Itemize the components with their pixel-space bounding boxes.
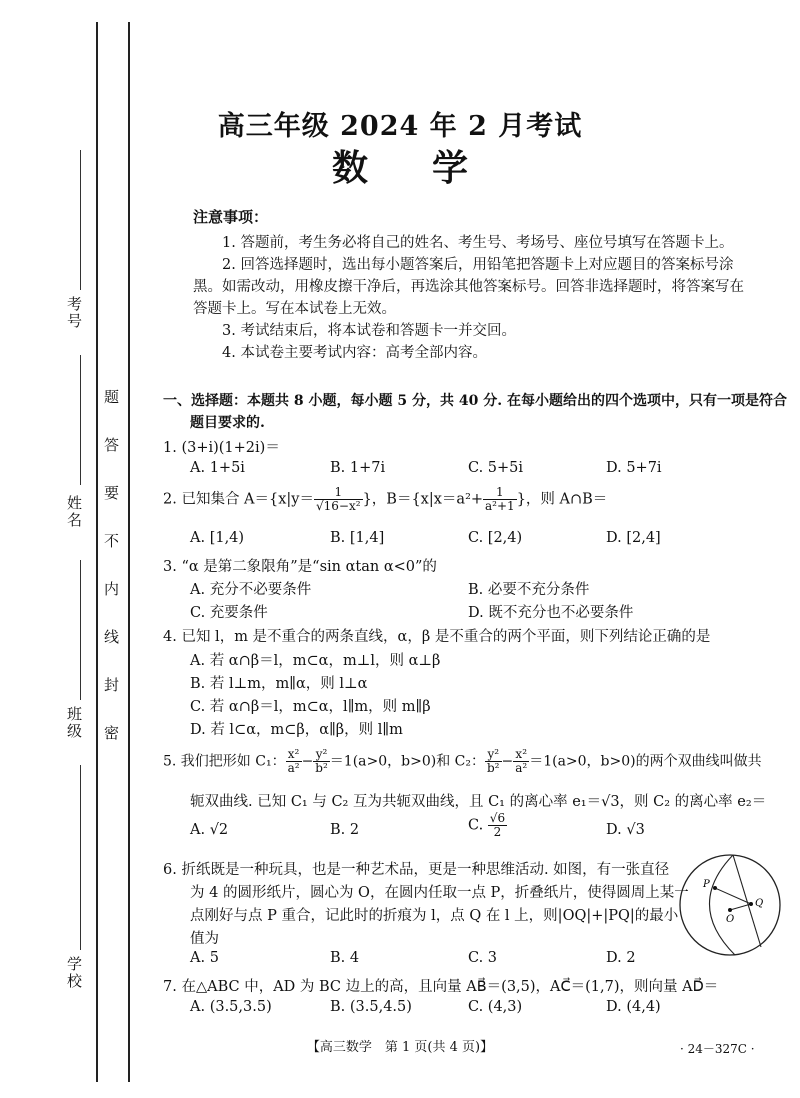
frac-denominator: 2: [493, 825, 502, 839]
q1-option-c: C. 5+5i: [468, 460, 524, 476]
q1-option-b: B. 1+7i: [330, 460, 386, 476]
point-p: [713, 886, 717, 890]
question-6-line: 为 4 的圆形纸片，圆心为 O，在圆内任取一点 P，折叠纸片，使得圆周上某一: [190, 885, 689, 901]
q4-option-b: B. 若 l⊥m，m∥α，则 l⊥α: [190, 676, 368, 692]
exam-title: 高三年级 2024 年 2 月考试: [217, 111, 583, 142]
fold-crease-arc: [709, 855, 735, 955]
notice-item: 2. 回答选择题时，选出每小题答案后，用铅笔把答题卡上对应题目的答案标号涂: [222, 257, 734, 273]
label-q: Q: [755, 898, 764, 909]
q2-stem-a: 2. 已知集合 A＝{x|y＝: [163, 491, 315, 508]
notice-item: 黑。如需改动，用橡皮擦干净后，再选涂其他答案标号。回答非选择题时，将答案写在: [193, 279, 744, 295]
question-7-stem: 7. 在△ABC 中，AD 为 BC 边上的高，且向量 AB⃗＝(3,5)，AC⃗＝(1,7)，则向量 AD⃗＝: [163, 979, 719, 995]
q3-option-b: B. 必要不充分条件: [468, 582, 590, 598]
frac-numerator: y²: [313, 748, 330, 762]
question-5-line2: 轭双曲线. 已知 C₁ 与 C₂ 互为共轭双曲线，且 C₁ 的离心率 e₁＝√3，则 C₂ 的离心率 e₂＝: [190, 794, 767, 810]
seal-char: 要: [104, 484, 120, 502]
seal-char: 密: [104, 724, 120, 742]
q1-option-a: A. 1+5i: [190, 460, 245, 476]
q7-option-b: B. (3.5,4.5): [330, 999, 412, 1015]
q5-stem-end: ＝1(a>0，b>0)的两个双曲线叫做共: [529, 753, 762, 770]
q2-stem-c: }，则 A∩B＝: [516, 491, 608, 508]
frac-denominator: a²: [287, 761, 300, 775]
notice-item: 答题卡上。写在本试卷上无效。: [193, 301, 396, 317]
seal-char: 封: [104, 676, 120, 694]
notice-heading: 注意事项：: [193, 208, 269, 226]
question-5-stem: [163, 748, 762, 775]
q3-option-d: D. 既不充分也不必要条件: [468, 605, 634, 621]
frac-denominator: √16−x²: [316, 499, 361, 513]
point-q: [749, 902, 753, 906]
q6-circle-figure: [675, 850, 785, 960]
kaohao-label: 考号: [65, 296, 83, 330]
q5-frac-1: [286, 748, 302, 775]
frac-numerator: x²: [286, 748, 302, 762]
q7-option-a: A. (3.5,3.5): [190, 999, 272, 1015]
q6-option-b: B. 4: [330, 950, 360, 966]
q5-stem-mid: ＝1(a>0，b>0)和 C₂：: [329, 753, 485, 770]
q5-frac-2: [313, 748, 330, 775]
page-footer: 【高三数学 第 1 页(共 4 页)】: [306, 1040, 494, 1055]
notice-item: 3. 考试结束后，将本试卷和答题卡一并交回。: [222, 323, 516, 339]
q5-minus: −: [501, 753, 514, 770]
frac-denominator: a²+1: [485, 499, 515, 513]
q5-frac-3: [485, 748, 502, 775]
q2-option-b: B. [1,4]: [330, 530, 385, 546]
frac-numerator: y²: [485, 748, 502, 762]
banji-fill-line: [80, 560, 81, 700]
q6-option-d: D. 2: [606, 950, 636, 966]
xuexiao-label: 学校: [65, 956, 83, 990]
q7-option-d: D. (4,4): [606, 999, 661, 1015]
xingming-label: 姓名: [65, 495, 83, 529]
point-o: [728, 908, 732, 912]
frac-denominator: a²: [515, 761, 528, 775]
q3-option-c: C. 充要条件: [190, 605, 268, 621]
q6-option-a: A. 5: [190, 950, 219, 966]
paper-circle: [680, 855, 780, 955]
q5-stem-a: 5. 我们把形如 C₁：: [163, 753, 286, 770]
question-6-line: 6. 折纸既是一种玩具，也是一种艺术品，更是一种思维活动. 如图，有一张直径: [163, 862, 670, 878]
seal-char: 答: [104, 436, 120, 454]
q5-option-c-fraction: [488, 812, 507, 839]
label-o: O: [726, 914, 735, 925]
label-p: P: [703, 879, 710, 890]
frac-denominator: b²: [315, 761, 328, 775]
seal-char: 题: [104, 388, 120, 406]
seal-char: 不: [104, 532, 120, 550]
q5-option-c-label: C.: [468, 817, 488, 834]
question-6-line: 值为: [190, 931, 219, 947]
notice-item: 1. 答题前，考生务必将自己的姓名、考生号、考场号、座位号填写在答题卡上。: [222, 235, 734, 251]
q4-option-c: C. 若 α∩β＝l，m⊂α，l∥m，则 m∥β: [190, 699, 431, 715]
q2-stem-b: }，B＝{x|x＝a²+: [362, 491, 484, 508]
q5-frac-4: [513, 748, 529, 775]
q1-option-d: D. 5+7i: [606, 460, 662, 476]
frac-numerator: x²: [513, 748, 529, 762]
q5-option-d: D. √3: [606, 822, 645, 838]
question-6-line: 点刚好与点 P 重合，记此时的折痕为 l，点 Q 在 l 上，则|OQ|+|PQ|的最小: [190, 908, 679, 924]
segment-oq: [730, 904, 751, 910]
q4-option-d: D. 若 l⊂α，m⊂β，α∥β，则 l∥m: [190, 722, 403, 738]
q6-option-c: C. 3: [468, 950, 498, 966]
q5-option-c: [468, 812, 507, 839]
frac-numerator: 1: [314, 486, 363, 500]
paper-code: · 24－327C ·: [680, 1042, 755, 1056]
question-1-stem: 1. (3+i)(1+2i)＝: [163, 440, 280, 456]
seal-char: 线: [104, 628, 120, 646]
xuexiao-fill-line: [80, 765, 81, 950]
q4-option-a: A. 若 α∩β＝l，m⊂α，m⊥l，则 α⊥β: [190, 653, 441, 669]
section-heading: 一、选择题：本题共 8 小题，每小题 5 分，共 40 分. 在每小题给出的四个选项中，只有一项是符合: [163, 393, 787, 409]
question-2-stem: [163, 486, 607, 513]
q5-minus: −: [301, 753, 314, 770]
q7-option-c: C. (4,3): [468, 999, 523, 1015]
q5-option-b: B. 2: [330, 822, 360, 838]
frac-numerator: 1: [483, 486, 517, 500]
banji-label: 班级: [65, 706, 83, 740]
q2-fraction-2: [483, 486, 517, 513]
q3-option-a: A. 充分不必要条件: [190, 582, 312, 598]
xingming-fill-line: [80, 355, 81, 485]
q2-option-d: D. [2,4]: [606, 530, 661, 546]
q2-fraction-1: [314, 486, 363, 513]
seal-char: 内: [104, 580, 120, 598]
frac-denominator: b²: [487, 761, 500, 775]
frac-numerator: √6: [489, 811, 506, 825]
notice-item: 4. 本试卷主要考试内容：高考全部内容。: [222, 345, 487, 361]
question-3-stem: 3. “α 是第二象限角”是“sin αtan α<0”的: [163, 559, 437, 575]
question-4-stem: 4. 已知 l，m 是不重合的两条直线，α，β 是不重合的两个平面，则下列结论正确的是: [163, 629, 711, 645]
q2-option-c: C. [2,4): [468, 530, 523, 546]
q2-option-a: A. [1,4): [190, 530, 245, 546]
q5-option-a: A. √2: [190, 822, 229, 838]
exam-subject: 数学: [331, 147, 532, 189]
section-heading-cont: 题目要求的.: [190, 415, 265, 431]
